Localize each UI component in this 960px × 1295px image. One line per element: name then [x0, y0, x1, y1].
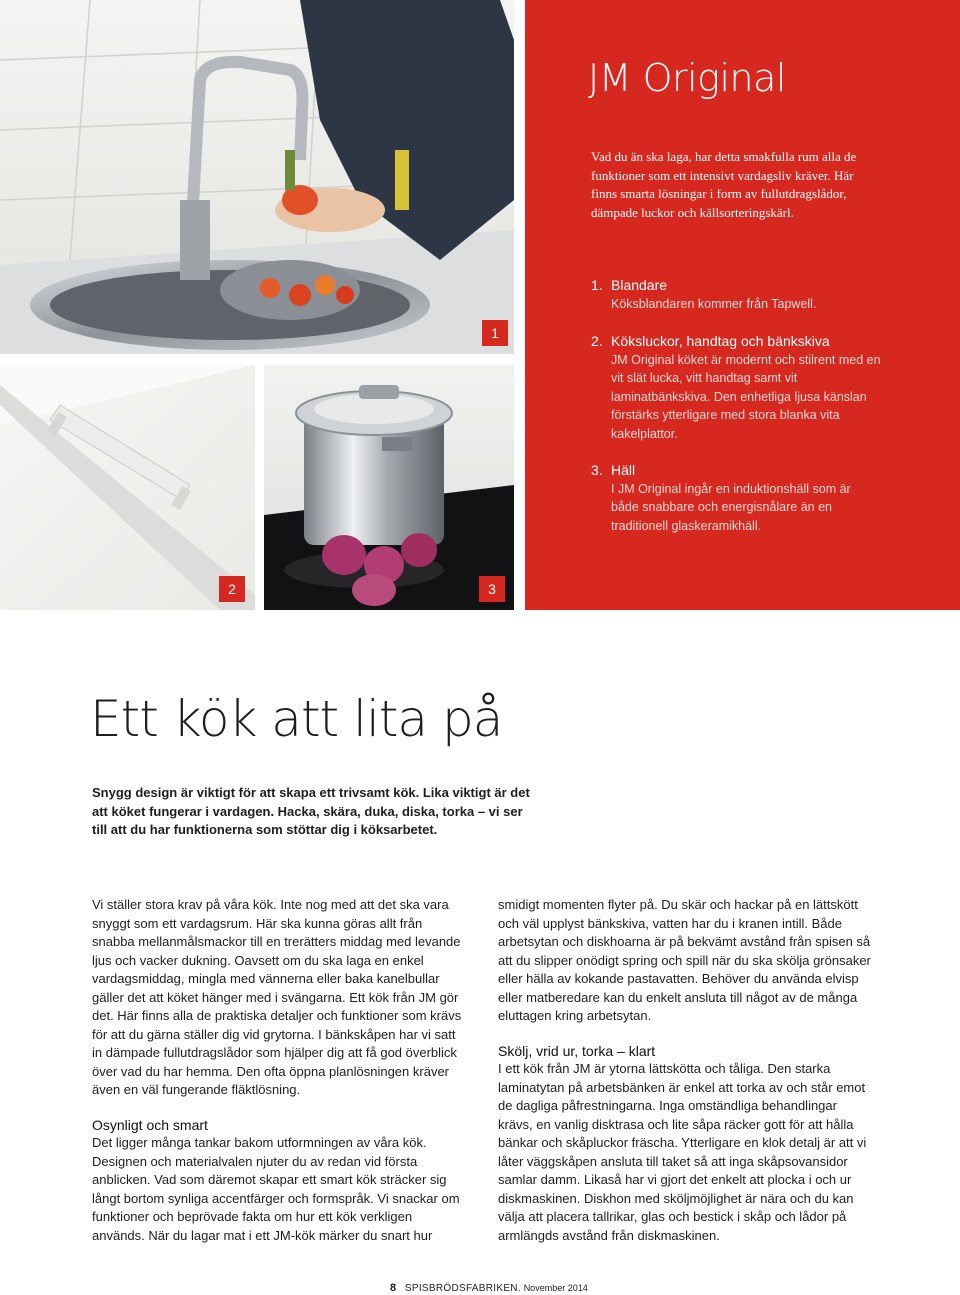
- info-item-title: Köksluckor, handtag och bänkskiva: [611, 333, 830, 349]
- info-item-text: JM Original köket är modernt och stilrent med en vit slät lucka, vitt handtag samt vit laminatbänkskiva. Den enhetliga ljusa känslan förstärks ytterligare med stora blanka vita kakelplattor.: [611, 352, 881, 441]
- info-item-text: I JM Original ingår en induktionshäll som är både snabbare och energisnålare än en traditionell glaskeramikhäll.: [611, 481, 851, 533]
- info-item-text: Köksblandaren kommer från Tapwell.: [611, 296, 817, 311]
- article-heading: Ett kök att lita på: [90, 690, 503, 748]
- info-item-2: [591, 332, 881, 443]
- info-item-number: 2.: [591, 333, 603, 349]
- handle-photo: [0, 365, 255, 610]
- subheading: Skölj, vrid ur, torka – klart: [498, 1042, 656, 1059]
- info-item-number: 3.: [591, 462, 603, 478]
- article-lead: Snygg design är viktigt för att skapa ett trivsamt kök. Lika viktigt är det att köket fungerar i vardagen. Hacka, skära, duka, diska, torka – vi ser till att du har funktionerna som stöttar dig i köksarbetet.: [92, 785, 530, 837]
- info-item-number: 1.: [591, 277, 603, 293]
- body-paragraph: I ett kök från JM är ytorna lättskötta och tåliga. Den starka laminatytan på arbetsbänken är enkel att torka av och står emot de dagliga påfrestningarna. Inga omständliga behandlingar krävs, en vanlig disktrasa och lite såpa räcker gott för att hålla bänkar och skåpluckor fräscha. Ytterligare en klok detalj är att vi låter väggskåpen ansluta till taket så att inga skåpsovansidor samlar damm. Likaså har vi gjort det enkelt att plocka i och ur diskmaskinen. Diskhon med sköljmöjlighet är nära och du kan välja att placera tallrikar, glas och bestick i skåp och lådor på armlängds avstånd från diskmaskinen.: [498, 1061, 867, 1243]
- info-intro: Vad du än ska laga, har detta smakfulla rum alla de funktioner som ett intensivt vardagsliv kräver. Här finns smarta lösningar i form av fullutdragslådor, dämpade luckor och källsorteringskärl.: [591, 149, 857, 220]
- footer-brand: SPISBRÖDSFABRIKEN.: [404, 1283, 521, 1294]
- faucet-photo: [0, 0, 514, 354]
- info-title: JM Original: [588, 56, 786, 100]
- body-column-left: [92, 896, 467, 1245]
- body-column-right: [498, 896, 873, 1245]
- body-paragraph: Vi ställer stora krav på våra kök. Inte nog med att det ska vara snyggt som ett vardagsrum. Här ska kunna göras allt från snabba mellanmålsmackor till en trerätters middag med levande ljus och vacker dukning. Oavsett om du ska laga en enkel vardagsmiddag, mingla med vännerna eller baka kanelbullar gäller det att köket hänger med i svängarna. Ett kök från JM gör det. Här finns alla de praktiska detaljer och funktioner som krävs för att du gärna ställer dig vid grytorna. I bänkskåpen har vi satt in dämpade fullutdragslådor som hjälper dig att få god överblick över vad du har hemma. Den ofta öppna planlösningen kräver även en väl fungerande fläktlösning.: [92, 897, 462, 1097]
- info-item-1: [591, 276, 881, 313]
- info-item-title: Blandare: [611, 277, 668, 293]
- subheading: Osynligt och smart: [92, 1116, 208, 1133]
- page-footer: [390, 1282, 588, 1294]
- body-paragraph: smidigt momenten flyter på. Du skär och hackar på en lättskött och väl upplyst bänkskiva, vatten har du i kranen intill. Både arbetsytan och diskhoarna är på bekvämt avstånd från spisen så att du slipper onödigt spring och spill när du ska skölja grönsaker eller hälla av kokande pastavatten. Behöver du använda elvisp eller matberedare kan du enkelt ansluta till något av de många eluttagen kring arbetsytan.: [498, 897, 871, 1023]
- photo-badge-3: 3: [479, 576, 505, 602]
- photo-badge-2: 2: [219, 576, 245, 602]
- pot-photo: [264, 365, 514, 610]
- page-number: 8: [390, 1282, 397, 1294]
- footer-date: November 2014: [523, 1283, 588, 1293]
- info-item-title: Häll: [611, 462, 636, 478]
- info-item-3: [591, 461, 881, 535]
- info-panel: [525, 0, 960, 610]
- photo-badge-1: 1: [482, 320, 508, 346]
- body-paragraph: Det ligger många tankar bakom utformningen av våra kök. Designen och materialvalen njuter du av redan vid första anblicken. Vad som däremot skapar ett smart kök sträcker sig långt bortom synliga accentfärger och formspråk. Vi snackar om funktioner och beprövade fakta om hur ett kök verkligen används. När du lagar mat i ett JM-kök märker du snart hur: [92, 1135, 460, 1243]
